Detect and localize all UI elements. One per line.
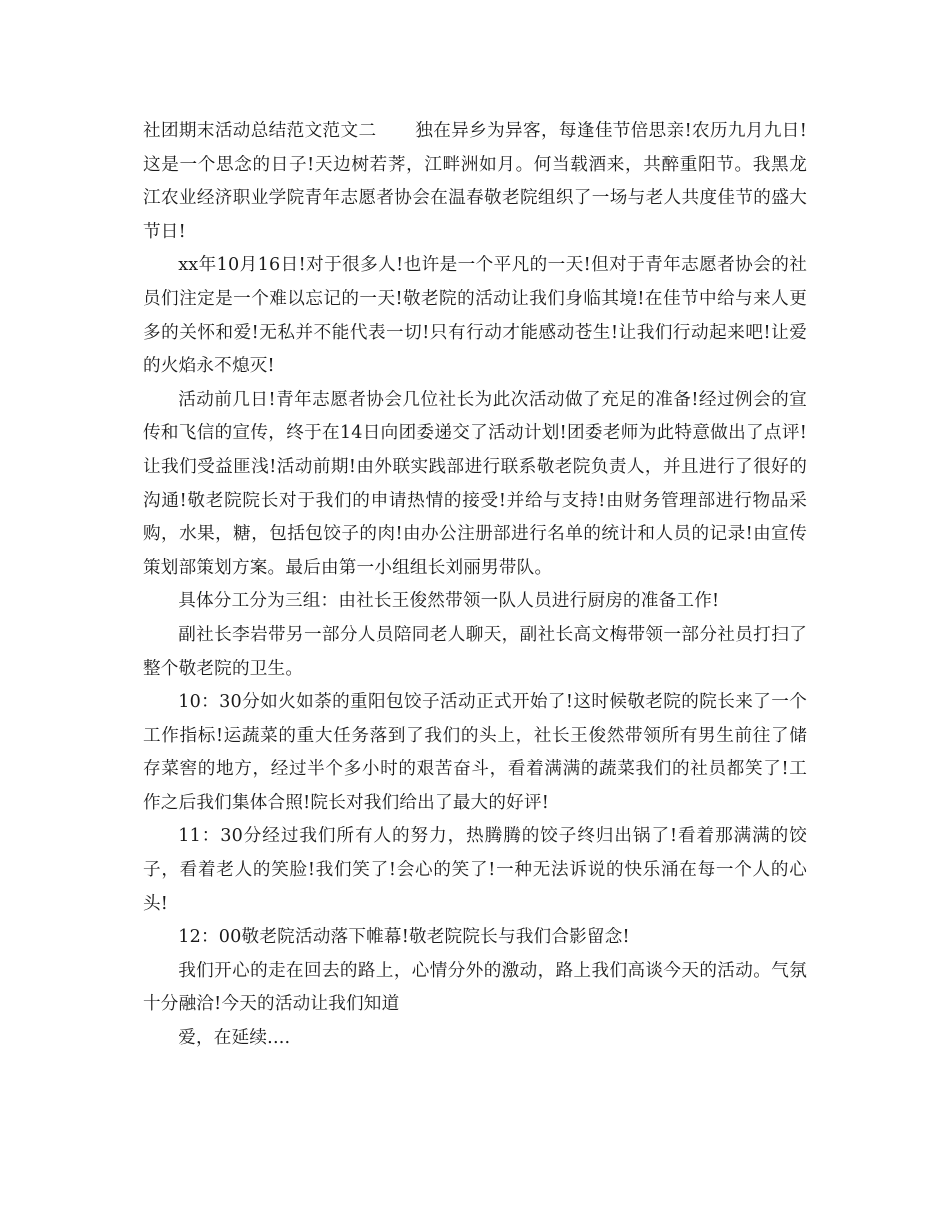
paragraph: 11：30分经过我们所有人的努力，热腾腾的饺子终归出锅了!看着那满满的饺子，看着老人的笑脸!我们笑了!会心的笑了!一种无法诉说的快乐涌在每一个人的心头! [143, 826, 807, 914]
closing-line: 爱，在延续.... [178, 1028, 291, 1049]
opening-paragraph [143, 115, 807, 249]
paragraph: 12：00敬老院活动落下帷幕!敬老院院长与我们合影留念! [178, 927, 630, 948]
document-title: 社团期末活动总结范文范文二 [143, 121, 377, 141]
paragraph: 副社长李岩带另一部分人员陪同老人聊天，副社长高文梅带领一部分社员打扫了整个敬老院的卫生。 [143, 624, 807, 679]
paragraph-text: 独在异乡为异客，每逢佳节倍思亲!农历九月九日!这是一个思念的日子!天边树若荠，江畔洲如月。何当载酒来，共醉重阳节。我黑龙江农业经济职业学院青年志愿者协会在温春敬老院组织了一场与老人共度佳节的盛大节日! [143, 121, 807, 242]
document-body [143, 115, 807, 1056]
paragraph: 活动前几日!青年志愿者协会几位社长为此次活动做了充足的准备!经过例会的宣传和飞信的宣传，终于在14日向团委递交了活动计划!团委老师为此特意做出了点评!让我们受益匪浅!活动前期!由外联实践部进行联系敬老院负责人，并且进行了很好的沟通!敬老院院长对于我们的申请热情的接受!并给与支持!由财务管理部进行物品采购，水果，糖，包括包饺子的肉!由办公注册部进行名单的统计和人员的记录!由宣传策划部策划方案。最后由第一小组组长刘丽男带队。 [143, 389, 807, 578]
paragraph: 我们开心的走在回去的路上，心情分外的激动，路上我们高谈今天的活动。气氛十分融洽!今天的活动让我们知道 [143, 960, 807, 1015]
paragraph: 10：30分如火如荼的重阳包饺子活动正式开始了!这时候敬老院的院长来了一个工作指标!运蔬菜的重大任务落到了我们的头上，社长王俊然带领所有男生前往了储存菜窖的地方，经过半个多小时的艰苦奋斗，看着满满的蔬菜我们的社员都笑了!工作之后我们集体合照!院长对我们给出了最大的好评! [143, 692, 807, 813]
paragraph: xx年10月16日!对于很多人!也许是一个平凡的一天!但对于青年志愿者协会的社员们注定是一个难以忘记的一天!敬老院的活动让我们身临其境!在佳节中给与来人更多的关怀和爱!无私并不能代表一切!只有行动才能感动苍生!让我们行动起来吧!让爱的火焰永不熄灭! [143, 255, 807, 377]
paragraph: 具体分工分为三组：由社长王俊然带领一队人员进行厨房的准备工作! [178, 591, 720, 612]
